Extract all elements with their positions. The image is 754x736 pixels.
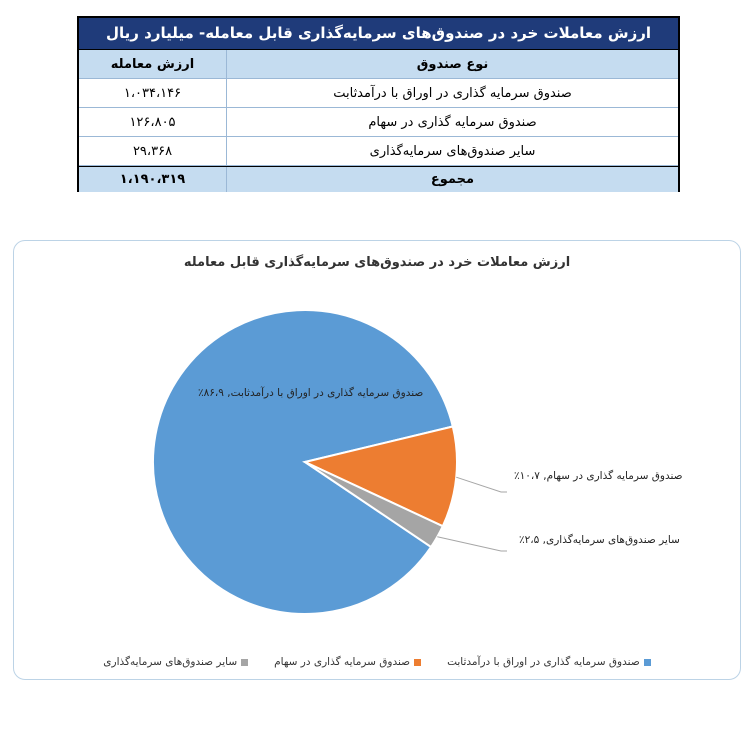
cell-trade-value: ۱۲۶،۸۰۵ [129,115,176,130]
legend-label: صندوق سرمایه گذاری در اوراق با درآمدثابت [447,656,640,668]
table-row [79,79,678,108]
cell-fund-type: صندوق سرمایه گذاری در اوراق با درآمدثابت [226,79,678,107]
header-trade-value: ارزش معامله [110,57,195,72]
total-value: ۱،۱۹۰،۳۱۹ [119,172,186,187]
legend-swatch-icon [241,659,248,666]
header-fund-type: نوع صندوق [226,50,678,78]
table-total-row [79,166,678,192]
data-label-equity: صندوق سرمایه گذاری در سهام, ۱۰،۷٪ [514,470,683,482]
table-title: ارزش معاملات خرد در صندوق‌های سرمایه‌گذاری قابل معامله- میلیارد ریال [79,18,678,50]
legend-swatch-icon [414,659,421,666]
data-label-other: سایر صندوق‌های سرمایه‌گذاری, ۲،۵٪ [519,534,680,546]
legend-item-equity [274,656,421,668]
chart-title: ارزش معاملات خرد در صندوق‌های سرمایه‌گذاری قابل معامله [183,255,571,270]
legend-item-fixed-income [447,656,651,668]
data-label-fixed-income: صندوق سرمایه گذاری در اوراق با درآمدثابت, ۸۶،۹٪ [198,387,424,399]
pie-chart [14,241,739,678]
legend-label: صندوق سرمایه گذاری در سهام [274,656,411,668]
table-header-row [79,50,678,79]
total-label: مجموع [226,167,678,192]
cell-fund-type: سایر صندوق‌های سرمایه‌گذاری [226,137,678,165]
cell-fund-type: صندوق سرمایه گذاری در سهام [226,108,678,136]
cell-trade-value: ۲۹،۳۶۸ [132,144,173,159]
pie-chart-card [13,240,741,680]
chart-legend [14,656,740,668]
legend-label: سایر صندوق‌های سرمایه‌گذاری [103,656,238,668]
table-row [79,137,678,166]
leader-line [456,477,507,492]
leader-line [437,537,507,551]
cell-trade-value: ۱،۰۳۴،۱۴۶ [123,86,182,101]
table-row [79,108,678,137]
legend-swatch-icon [644,659,651,666]
trade-value-table [77,16,680,192]
legend-item-other [103,656,248,668]
